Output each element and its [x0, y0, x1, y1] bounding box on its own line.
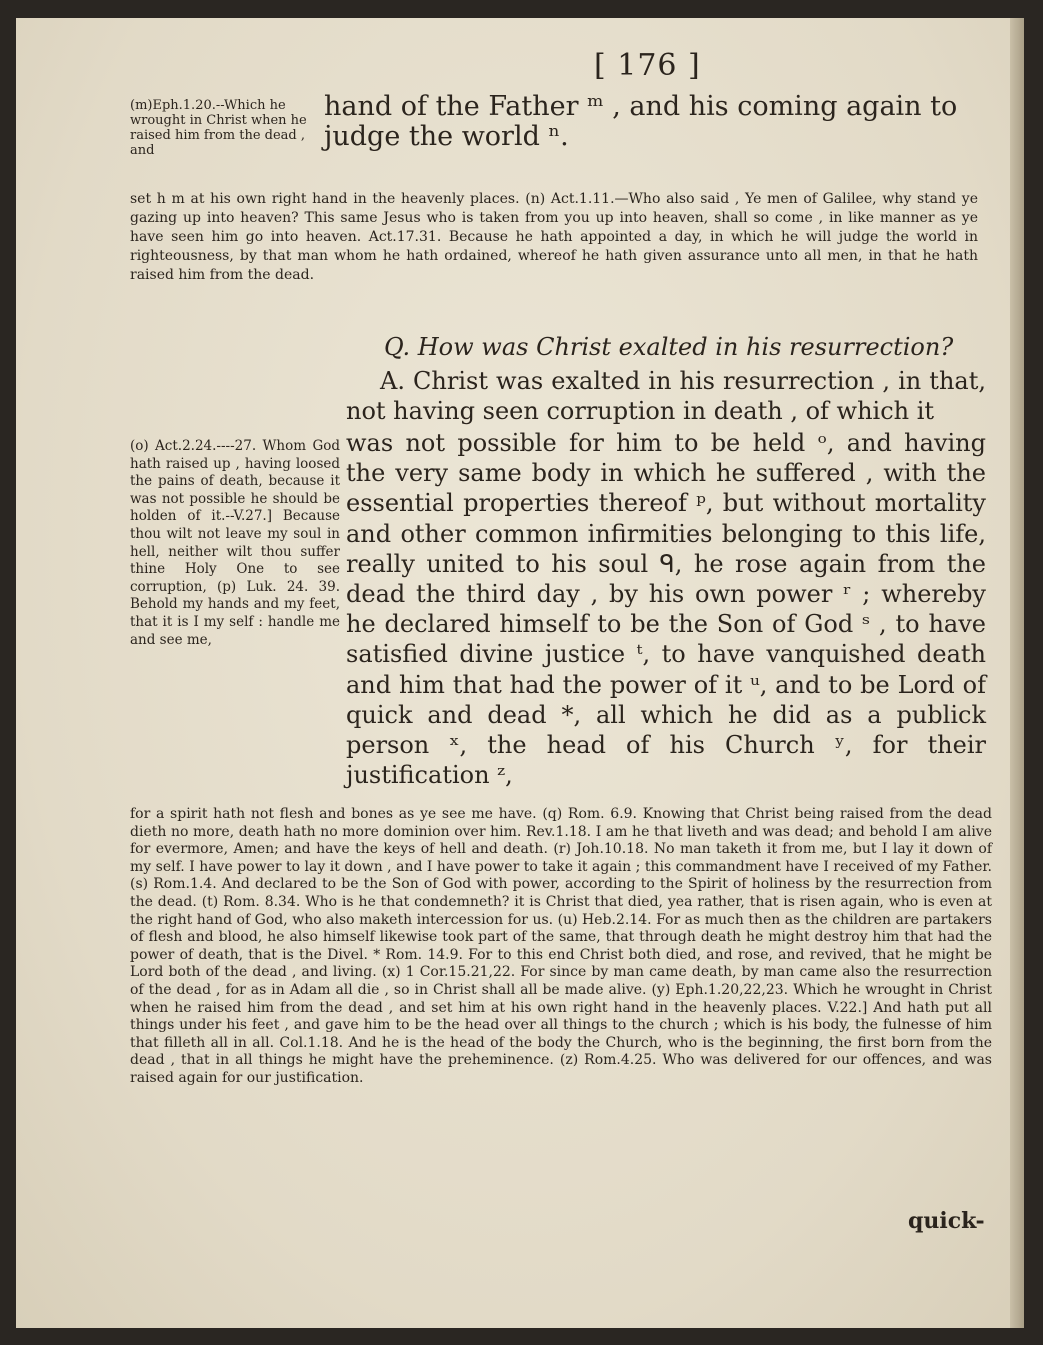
- question-heading: Q. How was Christ exalted in his resurrection?: [384, 333, 954, 361]
- top-footnotes: set h m at his own right hand in the heavenly places. (n) Act.1.11.—Who also said , Ye men of Galilee, why stand ye gazing up into heaven? This same Jesus who is taken from you up into heaven, shall so come , in like manner as ye have seen him go into heaven. Act.17.31. Because he hath appointed a day, in which he will judge the world in righteousness, by that man whom he hath ordained, whereof he hath given assurance unto all men, in that he hath raised him from the dead.: [130, 191, 978, 283]
- page-number: [ 176 ]: [594, 48, 701, 83]
- catchword: quick-: [908, 1208, 985, 1234]
- answer-body: was not possible for him to be held ᵒ, and having the very same body in which he suffered , with the essential properties thereof ᵖ, but without mortality and other common infirmities belonging to this life, really united to his soul ᑫ, he rose again from the dead the third day , by his own power ʳ ; whereby he declared himself to be the Son of God ˢ , to have satisfied divine justice ᵗ, to have vanquished death and him that had the power of it ᵘ, and to be Lord of quick and dead *, all which he did as a publick person ˣ, the head of his Church ʸ, for their justification ᶻ,: [346, 429, 986, 790]
- footnotes: for a spirit hath not flesh and bones as ye see me have. (q) Rom. 6.9. Knowing that Christ being raised from the dead dieth no more, death hath no more dominion over him. Rev.1.18. I am he that liveth and was dead; and behold I am alive for evermore, Amen; and have the keys of hell and death. (r) Joh.10.18. No man taketh it from me, but I lay it down of my self. I have power to lay it down , and I have power to take it again ; this commandment have I received of my Father. (s) Rom.1.4. And declared to be the Son of God with power, according to the Spirit of holiness by the resurrection from the dead. (t) Rom. 8.34. Who is he that condemneth? it is Christ that died, yea rather, that is risen again, who is even at the right hand of God, who also maketh intercession for us. (u) Heb.2.14. For as much then as the children are partakers of flesh and blood, he also himself likewise took part of the same, that through death he might destroy him that had the power of death, that is the Divel. * Rom. 14.9. For to this end Christ both died, and rose, and revived, that he might be Lord both of the dead , and living. (x) 1 Cor.15.21,22. For since by man came death, by man came also the resurrection of the dead , for as in Adam all die , so in Christ shall all be made alive. (y) Eph.1.20,22,23. Which he wrought in Christ when he raised him from the dead , and set him at his own right hand in the heavenly places. V.22.] And hath put all things under his feet , and gave him to be the head over all things to the church ; which is his body, the fulnesse of him that filleth all in all. Col.1.18. And he is the head of the body the Church, who is the beginning, the first born from the dead , that in all things he might have the preheminence. (z) Rom.4.25. Who was delivered for our offences, and was raised again for our justification.: [130, 806, 992, 1086]
- page-edge: [1010, 18, 1024, 1328]
- book-page: [16, 18, 1024, 1328]
- answer-opening: A. Christ was exalted in his resurrection , in that, not having seen corruption in death , of which it: [346, 367, 986, 425]
- header-marginal-note: (m)Eph.1.20.--Which he wrought in Christ when he raised him from the dead , and: [130, 98, 307, 158]
- header-main-text: hand of the Father ᵐ , and his coming again to judge the world ⁿ.: [324, 91, 958, 152]
- marginal-note: (o) Act.2.24.----27. Whom God hath raised up , having loosed the pains of death, because it was not possible he should be holden of it.--V.27.] Because thou wilt not leave my soul in hell, neither wilt thou suffer thine Holy One to see corruption, (p) Luk. 24. 39. Behold my hands and my feet, that it is I my self : handle me and see me,: [130, 438, 340, 648]
